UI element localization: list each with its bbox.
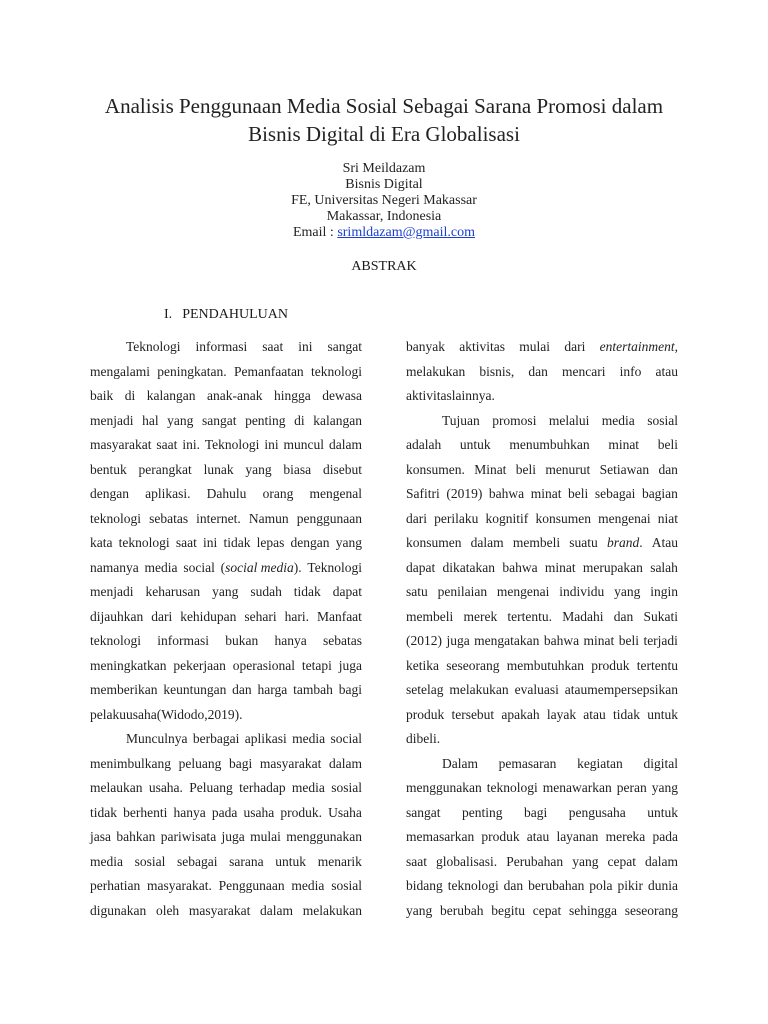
title-line-2: Bisnis Digital di Era Globalisasi bbox=[248, 122, 520, 146]
author-block bbox=[134, 161, 634, 241]
text-line: bidang teknologi dan berubahan pola pikir dunia bbox=[406, 878, 678, 893]
text-line: menjadi keharusan yang sudah tidak dapat bbox=[90, 584, 362, 599]
email-label: Email : bbox=[292, 225, 338, 240]
text-line: menimbulkang peluang bagi masyarakat dalam bbox=[90, 755, 362, 771]
text-line: aktivitas lainnya. bbox=[406, 388, 495, 403]
text-line: pelaku usaha ( Widodo, 2019). bbox=[90, 706, 243, 722]
text-line: satu penilaian mengenai individu yang ingin bbox=[406, 584, 678, 599]
author-program: Bisnis Digital bbox=[345, 177, 423, 192]
text-line: dari perilaku kognitif konsumen mengenai niat bbox=[406, 510, 678, 526]
text-line: melaukan usaha. Peluang terhadap media sosial bbox=[90, 780, 362, 795]
author-faculty: FE, Universitas Negeri Makassar bbox=[291, 193, 477, 208]
text-line: dibeli. bbox=[406, 731, 441, 746]
title-line-1: Analisis Penggunaan Media Sosial Sebagai Sarana Promosi dalam bbox=[104, 94, 664, 118]
text-line: kata teknologi saat ini tidak lepas dengan yang bbox=[90, 535, 362, 550]
text-line: mengalami peningkatan. Pemanfaatan teknologi bbox=[90, 363, 362, 379]
text-line: membeli merek tertentu. Madahi dan Sukati bbox=[406, 608, 678, 624]
text-line: Dalam pemasaran kegiatan digital bbox=[442, 755, 678, 771]
text-line: menggunakan teknologi menawarkan peran yang bbox=[406, 780, 678, 795]
right-column bbox=[406, 335, 678, 923]
text-line: perhatian masyarakat. Penggunaan media sosial bbox=[90, 878, 362, 893]
text-line: dengan aplikasi. Dahulu orang mengenal bbox=[90, 486, 362, 501]
left-column bbox=[90, 335, 362, 923]
text-line: konsumen dalam membeli suatu brand. Atau bbox=[406, 535, 678, 550]
text-line: meningkatkan pekerjaan operasional tetapi juga bbox=[90, 657, 362, 673]
text-line: (2012) juga mengatakan bahwa minat beli terjadi bbox=[406, 633, 678, 648]
text-line: ketika seseorang membutuhkan produk tertentu bbox=[406, 657, 678, 673]
author-name: Sri Meildazam bbox=[342, 161, 426, 176]
text-line: teknologi informasi bukan hanya sebatas bbox=[90, 633, 362, 648]
text-line: digunakan oleh masyarakat dalam melakukan bbox=[90, 902, 362, 918]
paper-title bbox=[60, 92, 708, 148]
text-line: baik di kalangan anak-anak hingga dewasa bbox=[90, 388, 362, 403]
text-line: dijauhkan dari kehidupan sehari hari. Manfaat bbox=[90, 608, 362, 624]
section-heading bbox=[90, 307, 362, 323]
text-line: sangat penting bagi pengusaha untuk bbox=[406, 804, 678, 820]
text-line: Munculnya berbagai aplikasi media social bbox=[126, 731, 362, 746]
text-line: memasarkan produk atau layanan mereka pada bbox=[406, 829, 678, 844]
section-number: I. bbox=[164, 307, 173, 322]
text-line: Teknologi informasi saat ini sangat bbox=[126, 339, 362, 354]
text-line: yang berubah begitu cepat sehingga seseorang bbox=[406, 902, 678, 918]
section-title: PENDAHULUAN bbox=[182, 307, 288, 322]
text-line: produk tersebut apakah layak atau tidak untuk bbox=[406, 706, 678, 722]
email-link[interactable]: srimldazam@gmail.com bbox=[337, 225, 476, 240]
text-line: setelag melakukan evaluasi ataumempersepsikan bbox=[406, 682, 678, 697]
text-line: Tujuan promosi melalui media sosial bbox=[442, 412, 678, 428]
text-line: adalah untuk menumbuhkan minat beli bbox=[406, 437, 678, 452]
abstract-heading: ABSTRAK bbox=[351, 259, 417, 274]
text-line: namanya media social (social media). Teknologi bbox=[90, 559, 362, 575]
text-line: saat globalisasi. Perubahan yang cepat dalam bbox=[406, 853, 678, 869]
text-line: menjadi hal yang sangat penting di kalangan bbox=[90, 412, 362, 428]
text-line: bentuk perangkat lunak yang biasa disebut bbox=[90, 461, 362, 477]
text-line: teknologi sebatas internet. Namun penggunaan bbox=[90, 510, 362, 526]
text-line: media sosial sebagai sarana untuk menarik bbox=[90, 853, 362, 869]
text-line: melakukan bisnis, dan mencari info atau bbox=[406, 363, 678, 379]
author-location: Makassar, Indonesia bbox=[326, 209, 442, 224]
text-line: banyak aktivitas mulai dari entertainment, bbox=[406, 339, 678, 354]
text-line: konsumen. Minat beli menurut Setiawan dan bbox=[406, 461, 678, 477]
text-line: memberikan keuntungan dan harga tambah bagi bbox=[90, 682, 362, 697]
text-line: dapat dikatakan bahwa minat merupakan salah bbox=[406, 559, 678, 575]
text-line: masyarakat saat ini. Teknologi ini muncul dalam bbox=[90, 437, 362, 452]
author-email-line bbox=[134, 225, 634, 241]
text-line: tidak berhenti hanya pada usaha produk. Usaha bbox=[90, 804, 362, 820]
text-line: jasa bahkan pariwisata juga mulai menggunakan bbox=[90, 829, 362, 844]
text-line: Safitri (2019) bahwa minat beli sebagai bagian bbox=[406, 486, 678, 501]
